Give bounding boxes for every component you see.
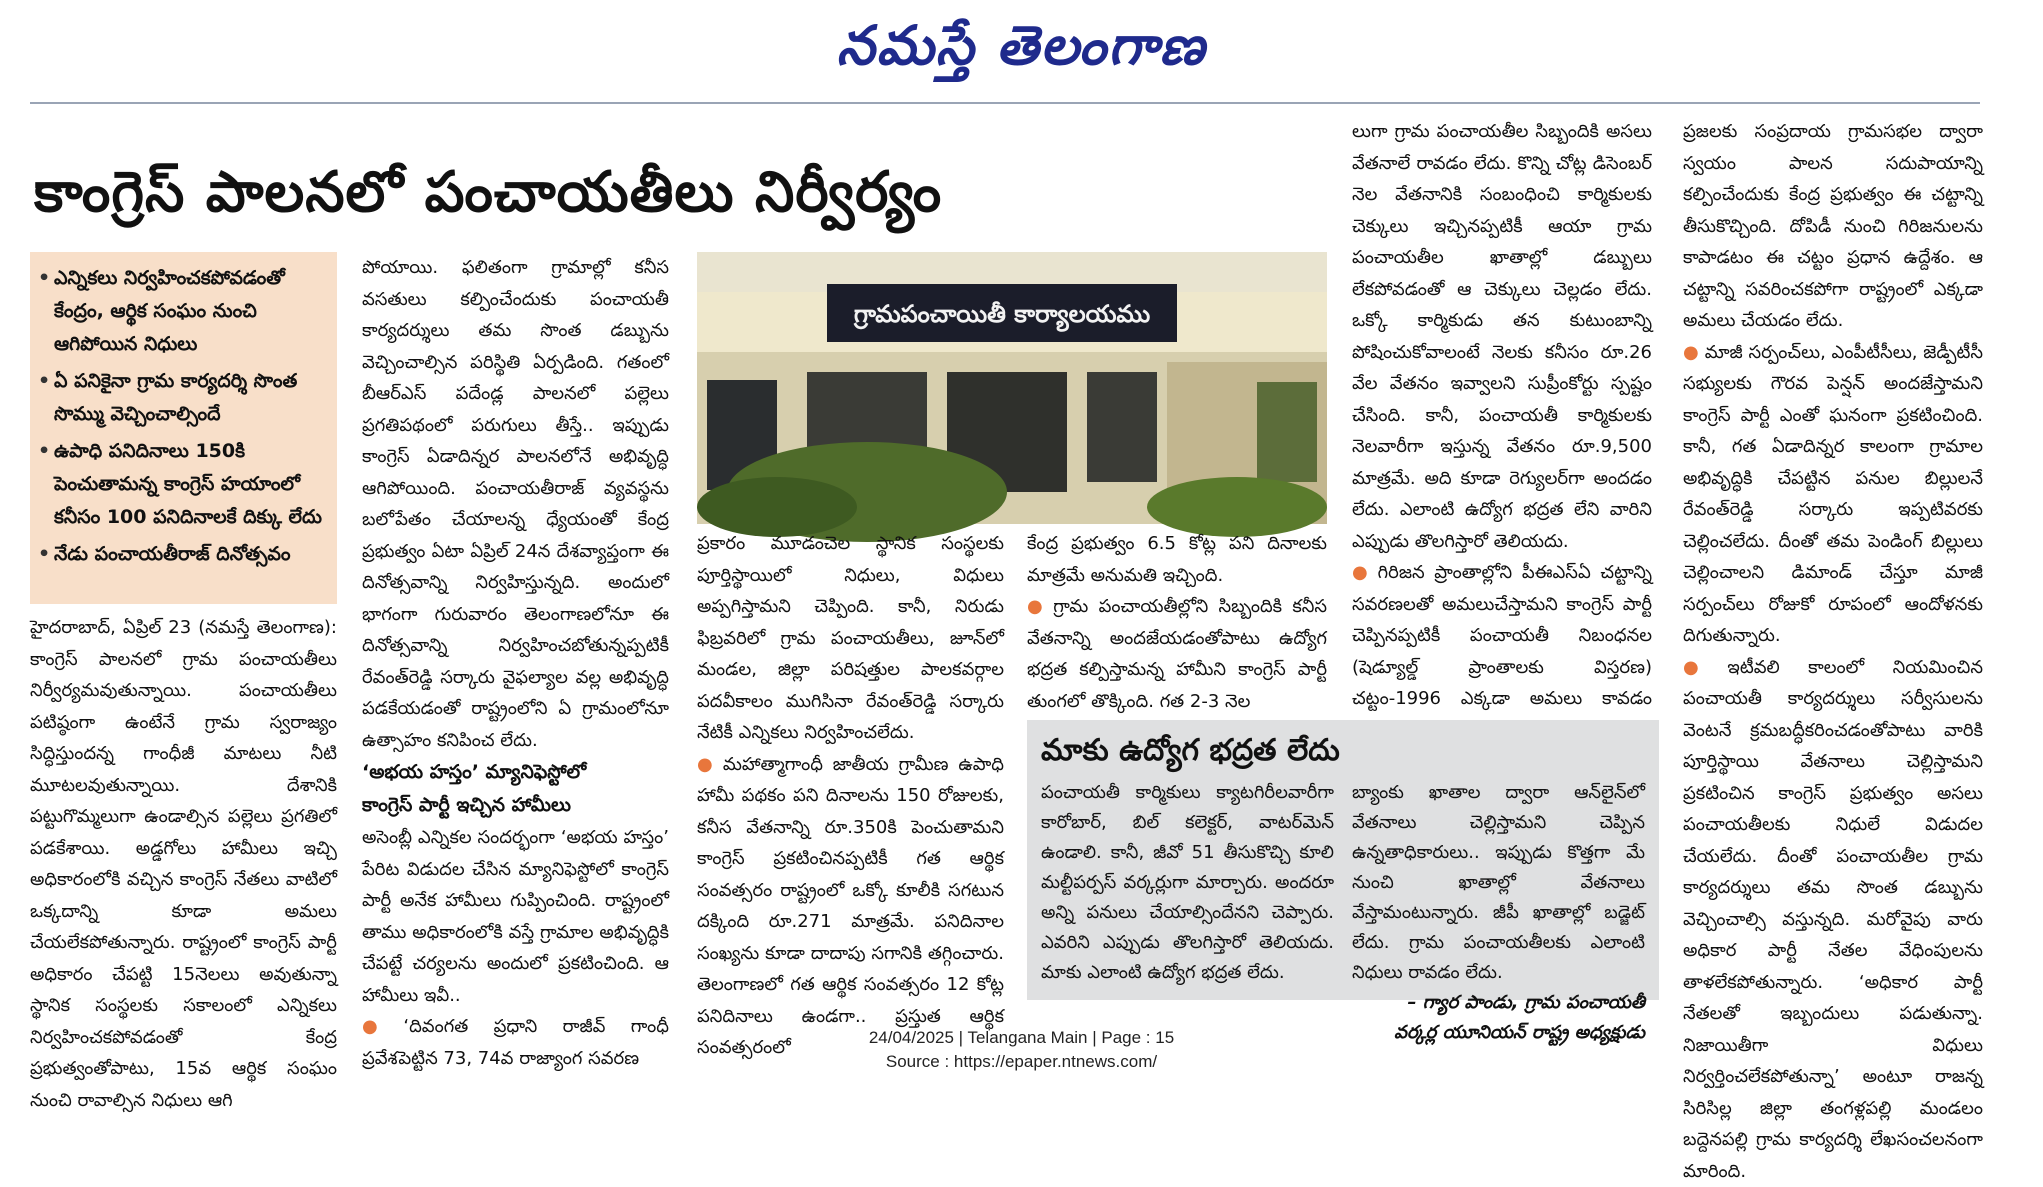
footer-source: Source : https://epaper.ntnews.com/ [0, 1050, 2043, 1074]
footer-date-page: 24/04/2025 | Telangana Main | Page : 15 [0, 1026, 2043, 1050]
highlight-item: • నేడు పంచాయతీరాజ్ దినోత్సవం [38, 538, 329, 571]
column-6 [1683, 116, 1983, 1008]
highlight-item: • ఏ పనికైనా గ్రామ కార్యదర్శి సొంత సొమ్ము వెచ్చించాల్సిందే [38, 365, 329, 431]
newspaper-name: నమస్తే తెలంగాణ [837, 13, 1207, 77]
dateline-paragraph: హైదరాబాద్, ఏప్రిల్ 23 (నమస్తే తెలంగాణ): కాంగ్రెస్ పాలనలో గ్రామ పంచాయతీలు నిర్వీర్యమవుతున్నాయి. పంచాయతీలు పటిష్ఠంగా ఉంటేనే గ్రామ స్వరాజ్యం సిద్ధిస్తుందన్న గాంధీజీ మాటలు నీటి మూటలవుతున్నాయి. దేశానికి పట్టుగొమ్మలుగా ఉండాల్సిన పల్లెలు ప్రగతిలో పడకేశాయి. అడ్డగోలు హామీలు ఇచ్చి అధికారంలోకి వచ్చిన కాంగ్రెస్ నేతలు వాటిలో ఒక్కదాన్ని కూడా అమలు చేయలేకపోతున్నారు. రాష్ట్రంలో కాంగ్రెస్ పార్టీ అధికారం చేపట్టి 15నెలలు అవుతున్నా స్థానిక సంస్థలకు సకాలంలో ఎన్నికలు నిర్వహించకపోవడంతో కేంద్ర ప్రభుత్వంతోపాటు, 15వ ఆర్థిక సంఘం నుంచి రావాల్సిన నిధులు ఆగి [30, 612, 337, 1116]
top-divider [30, 102, 1980, 104]
column-2 [362, 252, 669, 1008]
quote-box-title: మాకు ఉద్యోగ భద్రత లేదు [1041, 730, 1645, 772]
paragraph: ప్రకారం మూడంచెల స్థానిక సంస్థలకు పూర్తిస్థాయిలో నిధులు, విధులు అప్పగిస్తామని చెప్పింది. కానీ, నిరుడు ఫిబ్రవరిలో గ్రామ పంచాయతీలు, జూన్‌లో మండల, జిల్లా పరిషత్తుల పాలకవర్గాల పదవీకాలం ముగిసినా రేవంత్‌రెడ్డి సర్కారు నేటికీ ఎన్నికలు నిర్వహించలేదు. [697, 528, 1004, 749]
bullet-paragraph: ● మహాత్మాగాంధీ జాతీయ గ్రామీణ ఉపాధి హామీ పథకం పని దినాలను 150 రోజులకు, కనీస వేతనాన్ని రూ.350కి పెంచుతామని కాంగ్రెస్ ప్రకటించినప్పటికీ గత ఆర్థిక సంవత్సరం రాష్ట్రంలో ఒక్కో కూలీకి సగటున దక్కింది రూ.271 మాత్రమే. పనిదినాల సంఖ్యను కూడా దాదాపు సగానికి తగ్గించారు. తెలంగాణలో గత ఆర్థిక సంవత్సరం 12 కోట్ల పనిదినాలు ఉండగా.. ప్రస్తుత ఆర్థిక సంవత్సరంలో [697, 749, 1004, 1064]
paragraph: ప్రజలకు సంప్రదాయ గ్రామసభల ద్వారా స్వయం పాలన సదుపాయాన్ని కల్పించేందుకు కేంద్ర ప్రభుత్వం ఈ చట్టాన్ని తీసుకొచ్చింది. దోపిడీ నుంచి గిరిజనులను కాపాడటం ఈ చట్టం ప్రధాన ఉద్దేశం. ఆ చట్టాన్ని సవరించకపోగా రాష్ట్రంలో ఎక్కడా అమలు చేయడం లేదు. [1683, 116, 1983, 337]
bullet-paragraph: ● గిరిజన ప్రాంతాల్లోని పీఈఎస్ఏ చట్టాన్ని సవరణలతో అమలుచేస్తామని కాంగ్రెస్ పార్టీ చెప్పినప్పటికీ పంచాయతీ నిబంధనల (షెడ్యూల్డ్ ప్రాంతాలకు విస్తరణ) చట్టం-1996 ఎక్కడా అమలు కావడం [1352, 557, 1652, 746]
photo-illustration [697, 252, 1327, 524]
photo-signboard-text: గ్రామపంచాయితీ కార్యాలయము [837, 294, 1167, 334]
bullet-icon: ● [1027, 596, 1047, 617]
bullet-icon: ● [362, 1016, 397, 1037]
footer [0, 1026, 2043, 1074]
column-5 [1352, 116, 1652, 714]
highlight-item: • ఎన్నికలు నిర్వహించకపోవడంతో కేంద్రం, ఆర్థిక సంఘం నుంచి ఆగిపోయిన నిధులు [38, 262, 329, 361]
paragraph: లుగా గ్రామ పంచాయతీల సిబ్బందికి అసలు వేతనాలే రావడం లేదు. కొన్ని చోట్ల డిసెంబర్ నెల వేతనానికి సంబంధించి కార్మికులకు చెక్కులు ఇచ్చినప్పటికీ ఆయా గ్రామ పంచాయతీల ఖాతాల్లో డబ్బులు లేకపోవడంతో ఆ చెక్కులు చెల్లడం లేదు. ఒక్కో కార్మికుడు తన కుటుంబాన్ని పోషించుకోవాలంటే నెలకు కనీసం రూ.26 వేల వేతనం ఇవ్వాలని సుప్రీంకోర్టు స్పష్టం చేసింది. కానీ, పంచాయతీ కార్మికులకు నెలవారీగా ఇస్తున్న వేతనం రూ.9,500 మాత్రమే. అది కూడా రెగ్యులర్‌గా అందడం లేదు. ఎలాంటి ఉద్యోగ భద్రత లేని వారిని ఎప్పుడు తొలగిస్తారో తెలియదు. [1352, 116, 1652, 557]
paragraph: అసెంబ్లీ ఎన్నికల సందర్భంగా ‘అభయ హస్తం’ పేరిట విడుదల చేసిన మ్యానిఫెస్టోలో కాంగ్రెస్ పార్టీ అనేక హామీలు గుప్పించింది. రాష్ట్రంలో తాము అధికారంలోకి వస్తే గ్రామాల అభివృద్ధికి చేపట్టే చర్యలను అందులో ప్రకటించింది. ఆ హామీలు ఇవీ.. [362, 822, 669, 1011]
bullet-paragraph: ● గ్రామ పంచాయతీల్లోని సిబ్బందికి కనీస వేతనాన్ని అందజేయడంతోపాటు ఉద్యోగ భద్రత కల్పిస్తామన్న హామీని కాంగ్రెస్ పార్టీ తుంగలో తొక్కింది. గత 2-3 నెల [1027, 591, 1327, 717]
quote-box [1027, 720, 1659, 1000]
bullet-paragraph: ● మాజీ సర్పంచ్‌లు, ఎంపీటీసీలు, జెడ్పీటీసీ సభ్యులకు గౌరవ పెన్షన్ అందజేస్తామని కాంగ్రెస్ పార్టీ ఎంతో ఘనంగా ప్రకటించింది. కానీ, గత ఏడాదిన్నర కాలంగా గ్రామాల అభివృద్ధికి చేపట్టిన పనుల బిల్లులనే రేవంత్‌రెడ్డి సర్కారు ఇప్పటివరకు చెల్లించలేదు. దీంతో తమ పెండింగ్ బిల్లులు చెల్లించాలని డిమాండ్ చేస్తూ మాజీ సర్పంచ్‌లు రోజుకో రూపంలో ఆందోళనకు దిగుతున్నారు. [1683, 337, 1983, 652]
highlight-item: • ఉపాధి పనిదినాలు 150కి పెంచుతామన్న కాంగ్రెస్ హయాంలో కనీసం 100 పనిదినాలకే దిక్కు లేదు [38, 435, 329, 534]
headline: కాంగ్రెస్ పాలనలో పంచాయతీలు నిర్వీర్యం [34, 138, 1324, 248]
bullet-icon: ● [1683, 657, 1721, 678]
highlights-box [30, 252, 337, 604]
paragraph: కేంద్ర ప్రభుత్వం 6.5 కోట్ల పని దినాలకు మాత్రమే అనుమతి ఇచ్చింది. [1027, 528, 1327, 591]
column-4 [1027, 528, 1327, 716]
bullet-icon: ● [697, 754, 717, 775]
bullet-icon: ● [1683, 342, 1699, 363]
quote-attribution: వర్కర్ల యూనియన్ రాష్ట్ర అధ్యక్షుడు [1352, 1018, 1645, 1048]
subhead: కాంగ్రెస్ పార్టీ ఇచ్చిన హామీలు [362, 789, 669, 822]
photo-panchayat-office [697, 252, 1327, 524]
column-3 [697, 528, 1004, 1008]
bullet-paragraph: ● ఇటీవలి కాలంలో నియమించిన పంచాయతీ కార్యదర్శులు సర్వీసులను వెంటనే క్రమబద్ధీకరించడంతోపాటు వారికి పూర్తిస్థాయి వేతనాలు చెల్లిస్తామని ప్రకటించిన కాంగ్రెస్ ప్రభుత్వం అసలు పంచాయతీలకు నిధులే విడుదల చేయలేదు. దీంతో పంచాయతీల గ్రామ కార్యదర్శులు తమ సొంత డబ్బును వెచ్చించాల్సి వస్తున్నది. మరోవైపు వారు అధికార పార్టీ నేతల వేధింపులను తాళలేకపోతున్నారు. ‘అధికార పార్టీ నేతలతో ఇబ్బందులు పడుతున్నా. నిజాయితీగా విధులు నిర్వర్తించలేకపోతున్నా’ అంటూ రాజన్న సిరిసిల్ల జిల్లా తంగళ్లపల్లి మండలం బద్దెనపల్లి గ్రామ కార్యదర్శి లేఖసంచలనంగా మారింది. [1683, 652, 1983, 1187]
masthead [0, 6, 2043, 84]
subhead: ‘అభయ హస్తం’ మ్యానిఫెస్టోలో [362, 756, 669, 789]
quote-box-left: పంచాయతీ కార్మికులు క్యాటగిరీలవారీగా కారోబార్, బిల్ కలెక్టర్, వాటర్‌మెన్ ఉండాలి. కానీ, జీవో 51 తీసుకొచ్చి కూలి మల్టీపర్పస్ వర్కర్లుగా మార్చారు. అందరూ అన్ని పనులు చేయాల్సిందేనని చెప్పారు. ఎవరిని ఎప్పుడు తొలగిస్తారో తెలియదు. మాకు ఎలాంటి ఉద్యోగ భద్రత లేదు. [1041, 778, 1334, 1048]
quote-box-right [1352, 778, 1645, 1048]
paragraph: పోయాయి. ఫలితంగా గ్రామాల్లో కనీస వసతులు కల్పించేందుకు పంచాయతీ కార్యదర్శులు తమ సొంత డబ్బును వెచ్చించాల్సిన పరిస్థితి ఏర్పడింది. గతంలో బీఆర్ఎస్ పదేండ్ల పాలనలో పల్లెలు ప్రగతిపథంలో పరుగులు తీస్తే.. ఇప్పుడు కాంగ్రెస్ ఏడాదిన్నర పాలనలోనే అభివృద్ధి ఆగిపోయింది. పంచాయతీరాజ్ వ్యవస్థను బలోపేతం చేయాలన్న ధ్యేయంతో కేంద్ర ప్రభుత్వం ఏటా ఏప్రిల్ 24న దేశవ్యాప్తంగా ఈ దినోత్సవాన్ని నిర్వహిస్తున్నది. అందులో భాగంగా గురువారం తెలంగాణలోనూ ఈ దినోత్సవాన్ని నిర్వహించబోతున్నప్పటికీ రేవంత్‌రెడ్డి సర్కారు వైఫల్యాల వల్ల అభివృద్ధి పడకేయడంతో రాష్ట్రంలోని ఏ గ్రామంలోనూ ఉత్సాహం కనిపించ లేదు. [362, 252, 669, 756]
quote-attribution: – గ్యార పాండు, గ్రామ పంచాయతీ [1352, 988, 1645, 1018]
bullet-icon: ● [1352, 562, 1372, 583]
bullet-paragraph: ● ‘దివంగత ప్రధాని రాజీవ్ గాంధీ ప్రవేశపెట్టిన 73, 74వ రాజ్యాంగ సవరణ [362, 1011, 669, 1074]
quote-box-right-text: బ్యాంకు ఖాతాల ద్వారా ఆన్‌లైన్‌లో వేతనాలు చెల్లిస్తామని చెప్పిన ఉన్నతాధికారులు.. ఇప్పుడు కొత్తగా మే నుంచి ఖాతాల్లో వేతనాలు వేస్తామంటున్నారు. జీపీ ఖాతాల్లో బడ్జెట్ లేదు. గ్రామ పంచాయతీలకు ఎలాంటి నిధులు రావడం లేదు. [1352, 778, 1645, 988]
column-1 [30, 612, 337, 1008]
